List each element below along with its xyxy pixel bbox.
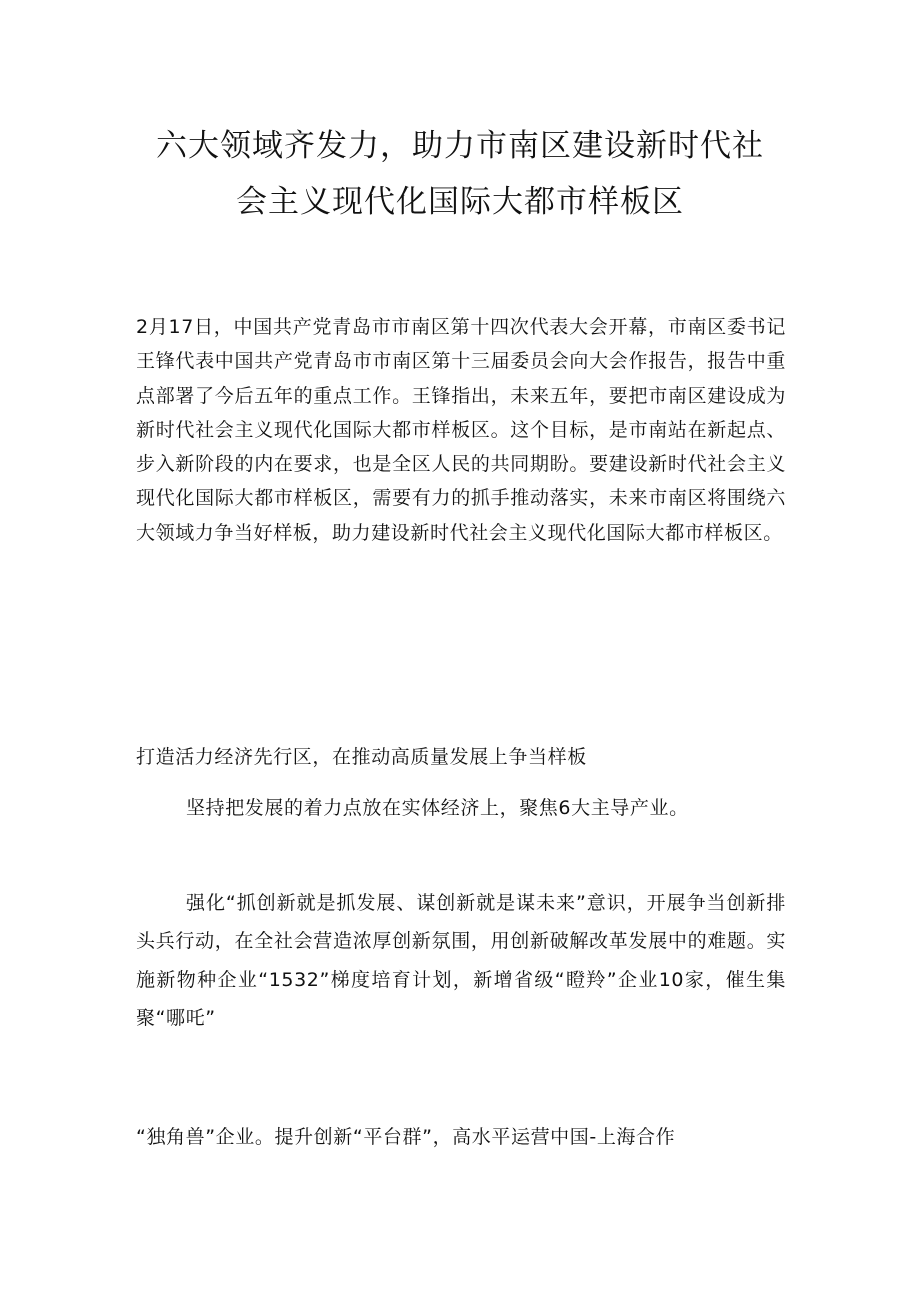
title-line-2: 会主义现代化国际大都市样板区: [236, 184, 684, 220]
industry-paragraph: 坚持把发展的着力点放在实体经济上，聚焦6大主导产业。: [186, 797, 689, 819]
title-line-1: 六大领域齐发力，助力市南区建设新时代社: [156, 128, 764, 164]
continuation-paragraph: “独角兽”企业。提升创新“平台群”，高水平运营中国-上海合作: [136, 1126, 676, 1148]
section-heading: 打造活力经济先行区，在推动高质量发展上争当样板: [136, 746, 587, 768]
intro-paragraph: 2月17日，中国共产党青岛市市南区第十四次代表大会开幕，市南区委书记王锋代表中国共产党青岛市市南区第十三届委员会向大会作报告，报告中重点部署了今后五年的重点工作。王锋指出，未来五年，要把市南区建设成为新时代社会主义现代化国际大都市样板区。这个目标，是市南站在新起点、步入新阶段的内在要求，也是全区人民的共同期盼。要建设新时代社会主义现代化国际大都市样板区，需要有力的抓手推动落实，未来市南区将围绕六大领域力争当好样板，助力建设新时代社会主义现代化国际大都市样板区。: [136, 316, 786, 544]
document-title: [120, 118, 800, 230]
innovation-paragraph: 强化“抓创新就是抓发展、谋创新就是谋未来”意识，开展争当创新排头兵行动，在全社会营造浓厚创新氛围，用创新破解改革发展中的难题。实施新物种企业“1532”梯度培育计划，新增省级“瞪羚”企业10家，催生集聚“哪吒”: [136, 892, 786, 1029]
